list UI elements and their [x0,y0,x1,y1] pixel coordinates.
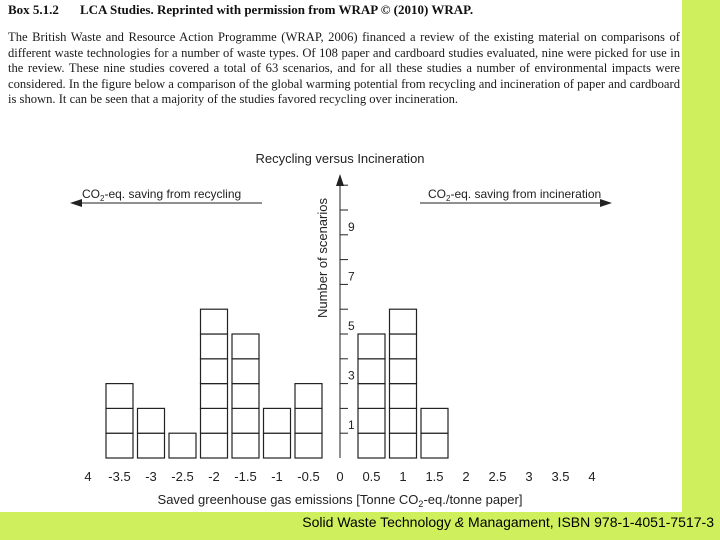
x-tick-label: -3.5 [108,469,131,484]
caption-ampersand: & [454,514,465,530]
bar-5-cell-1 [264,433,291,458]
bar-3-cell-1 [201,433,228,458]
bar-8-cell-1 [390,433,417,458]
y-tick-label: 1 [348,418,355,433]
bar-0-cell-3 [106,384,133,409]
left-annotation: $CO_2-eq$. saving from recycling [82,187,242,203]
right-annotation: $CO_2-eq$. saving from incineration [428,187,602,203]
bar-5-cell-2 [264,408,291,433]
bar-4-cell-1 [232,433,259,458]
bar-3-cell-6 [201,309,228,334]
bar-6-cell-3 [295,384,322,409]
x-tick-label: 4 [84,469,92,484]
y-ticks [340,185,355,433]
y-tick-label: 3 [348,368,355,383]
bar-8-cell-6 [390,309,417,334]
y-tick-label: 5 [348,319,355,333]
x-tick-label: 4 [588,469,596,484]
left-arrow-head-icon [70,199,82,207]
bar-4-cell-3 [232,384,259,409]
bar-6-cell-1 [295,433,322,458]
bar-4-cell-5 [232,334,259,359]
bar-8-cell-3 [390,384,417,409]
bar-8-cell-4 [390,359,417,384]
right-arrow-head-icon [600,199,612,207]
caption-title: Solid Waste Technology [302,514,455,530]
bar-3-cell-5 [201,334,228,359]
bar-8-cell-5 [390,334,417,359]
x-tick-label: 2 [462,469,470,484]
bar-3-cell-4 [201,359,228,384]
bar-3-cell-2 [201,408,228,433]
bar-7-cell-3 [358,384,385,409]
bar-0-cell-1 [106,433,133,458]
x-tick-label: -2.5 [171,469,194,484]
caption-isbn: Managament, ISBN 978-1-4051-7517-3 [464,514,714,530]
x-tick-label: 3 [525,469,533,484]
x-tick-label: 0.5 [362,469,381,484]
x-tick-label: 0 [336,469,344,484]
bar-8-cell-2 [390,408,417,433]
bar-7-cell-5 [358,334,385,359]
bar-7-cell-4 [358,359,385,384]
x-tick-label: -0.5 [297,469,320,484]
x-tick-label: 2.5 [488,469,507,484]
x-tick-label: -3 [145,469,157,484]
bar-4-cell-2 [232,408,259,433]
box-body-text: The British Waste and Resource Action Programme (WRAP, 2006) financed a review of the existing material on comparisons of different waste technologies for a number of waste types. Of 108 paper and cardboard studies evaluated, nine were picked for use in the review. These nine studies covered a total of 63 scenarios, and for all these studies a number of environmental impacts were considered. In the figure below a comparison of the global warming potential from recycling and incineration of paper and cardboard is shown. It can be seen that a majority of the studies favored recycling over incineration. [8,30,680,107]
bar-3-cell-3 [201,384,228,409]
bar-7-cell-1 [358,433,385,458]
x-tick-label: -1.5 [234,469,257,484]
bar-1-cell-2 [138,408,165,433]
box-number: Box 5.1.2 [8,2,59,17]
bar-9-cell-1 [421,433,448,458]
x-tick-labels [84,469,595,484]
y-tick-label: 9 [348,219,355,234]
bar-1-cell-1 [138,433,165,458]
bar-7-cell-2 [358,408,385,433]
bar-4-cell-4 [232,359,259,384]
y-axis-arrow-icon [336,174,344,186]
y-axis-label: Number of scenarios [315,198,330,318]
chart-title: Recycling versus Incineration [255,151,425,166]
bar-9-cell-2 [421,408,448,433]
x-tick-label: -1 [271,469,283,484]
bar-6-cell-2 [295,408,322,433]
bar-2-cell-1 [169,433,196,458]
x-tick-label: -2 [208,469,220,484]
caption [0,514,714,530]
x-tick-label: 1.5 [425,469,444,484]
y-tick-label: 7 [348,269,355,284]
bar-0-cell-2 [106,408,133,433]
x-tick-label: 1 [399,469,407,484]
x-axis-label: Saved greenhouse gas emissions [Tonne $CO_2-eq$./tonne paper] [157,492,523,509]
bars [106,309,448,458]
box-title: LCA Studies. Reprinted with permission from WRAP © (2010) WRAP. [80,2,474,17]
x-tick-label: 3.5 [551,469,570,484]
